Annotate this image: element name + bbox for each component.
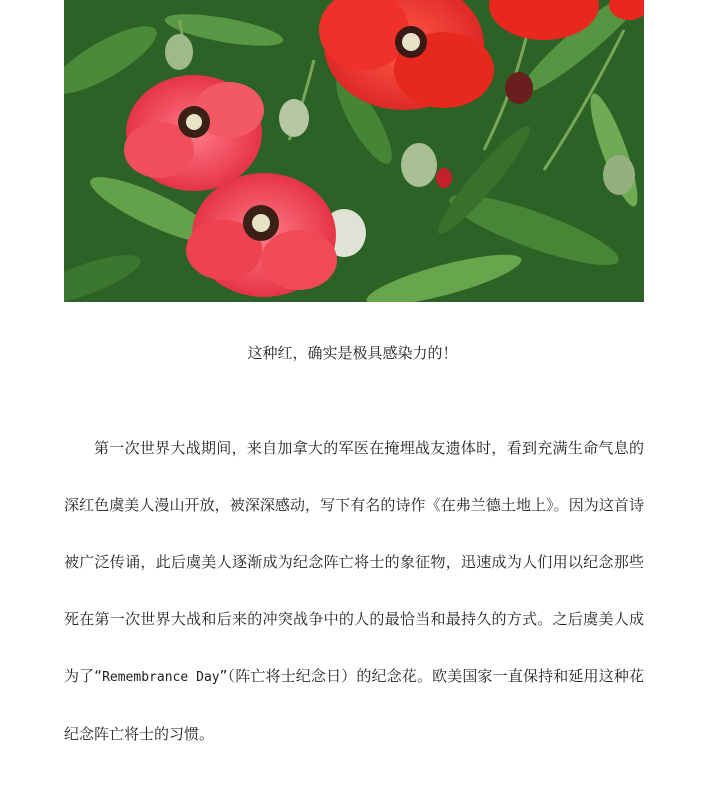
remembrance-day-term: Remembrance Day <box>102 670 220 685</box>
poppy-photo <box>64 0 644 302</box>
article-paragraph <box>64 420 644 763</box>
paragraph-text-before: 第一次世界大战期间，来自加拿大的军医在掩埋战友遗体时，看到充满生命气息的深红色虞美人漫山开放，被深深感动，写下有名的诗作《在弗兰德土地上》。因为这首诗被广泛传诵，此后虞美人逐渐成为纪念阵亡将士的象征物，迅速成为人们用以纪念那些死在第一次世界大战和后来的冲突战争中的人的最恰当和最持久的方式。之后虞美人成为了“ <box>64 439 644 685</box>
poppy-illustration <box>64 0 644 302</box>
paragraph-text-after: ”（阵亡将士纪念日）的纪念花。欧美国家一直保持和延用这种花纪念阵亡将士的习惯。 <box>64 667 644 743</box>
article-body <box>64 420 644 763</box>
photo-caption: 这种红，确实是极具感染力的！ <box>247 344 458 362</box>
